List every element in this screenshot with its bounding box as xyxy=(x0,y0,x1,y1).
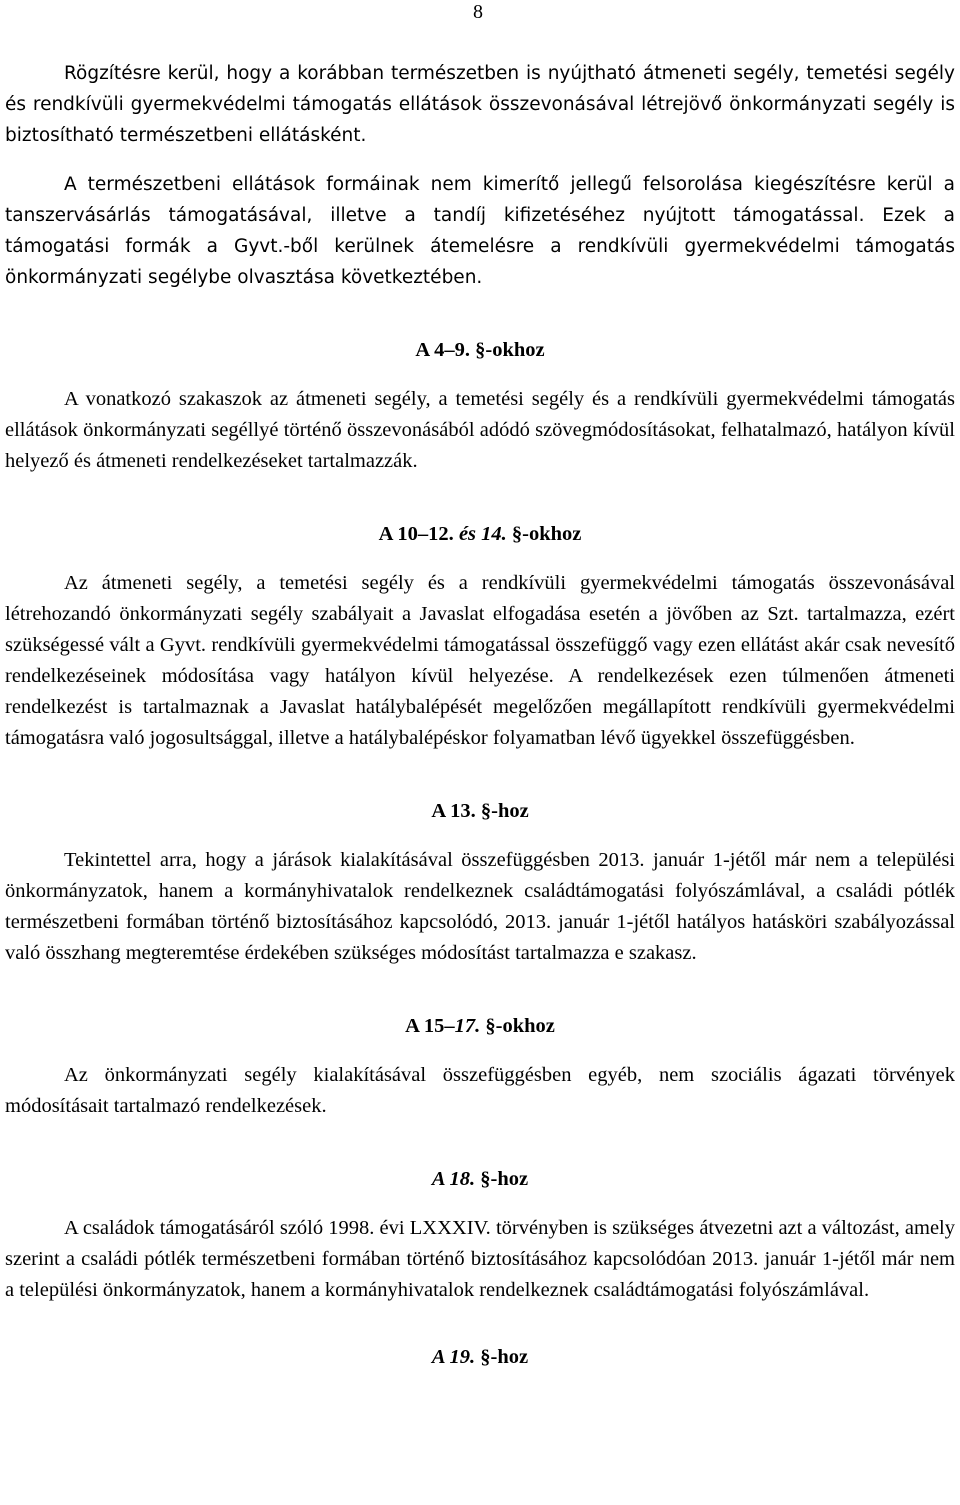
heading-part: §-hoz xyxy=(475,1168,529,1190)
heading-part-italic: A 18. xyxy=(431,1168,476,1190)
heading-part: §-okhoz xyxy=(506,523,582,545)
section-heading-4-9: A 4–9. §-okhoz xyxy=(415,339,545,361)
heading-part: A 10–12. xyxy=(378,523,459,545)
paragraph-section-4-9: A vonatkozó szakaszok az átmeneti segély, a temetési segély és a rendkívüli gyermekvédelmi támogatás ellátások önkormányzati segéllyé történő összevonásából adódó szövegmódosításokat, felhatalmazó, hatályon kívül helyező és átmeneti rendelkezéseket tartalmazzák. xyxy=(5,388,955,472)
paragraph-natural-benefits-forms: A természetbeni ellátások formáinak nem kimerítő jellegű felsorolása kiegészítésre kerül a tanszervásárlás támogatásával, illetve a tandíj kifizetéséhez nyújtott támogatással. Ezek a támogatási formák a Gyvt.-ből kerülnek átemelésre a rendkívüli gyermekvédelmi támogatás önkormányzati segélybe olvasztása következtében. xyxy=(5,174,955,288)
paragraph-section-15-17: Az önkormányzati segély kialakításával összefüggésben egyéb, nem szociális ágazati törvények módosításait tartalmazó rendelkezések. xyxy=(5,1064,955,1117)
section-heading-10-14 xyxy=(5,519,955,550)
paragraph-natural-benefits-note: Rögzítésre kerül, hogy a korábban természetben is nyújtható átmeneti segély, temetési segély és rendkívüli gyermekvédelmi támogatás ellátások összevonásával létrejövő önkormányzati segély is biztosítható természetbeni ellátásként. xyxy=(5,63,955,146)
section-heading-13: A 13. §-hoz xyxy=(431,800,529,822)
paragraph-section-10-14: Az átmeneti segély, a temetési segély és a rendkívüli gyermekvédelmi támogatás összevonásával létrehozandó önkormányzati segély szabályait a Javaslat elfogadása esetén a jövőben az Szt. tartalmazza, ezért szükségessé vált a Gyvt. rendkívüli gyermekvédelmi támogatással összefüggő vagy ezen ellátást akár csak nevesítő rendelkezéseinek módosítása vagy hatályon kívül helyezése. A rendelkezések ezen túlmenően átmeneti rendelkezést is tartalmaznak a Javaslat hatálybalépését megelőzően megállapított rendkívüli gyermekvédelmi támogatásra való jogosultsággal, illetve a hatálybalépéskor folyamatban lévő ügyekkel összefüggésben. xyxy=(5,572,955,749)
heading-part-italic: A 19. xyxy=(431,1346,476,1368)
paragraph-section-13: Tekintettel arra, hogy a járások kialakításával összefüggésben 2013. január 1-jétől már nem a települési önkormányzatok, hanem a kormányhivatalok rendelkeznek családtámogatási folyószámlával, a családi pótlék természetbeni formában történő biztosításához kapcsolódó, 2013. január 1-jétől hatályos hatásköri szabályozással való összhang megteremtése érdekében szükséges módosítást tartalmazza e szakasz. xyxy=(5,849,955,964)
page-number: 8 xyxy=(473,1,483,23)
heading-part: A 15– xyxy=(405,1015,455,1037)
paragraph-section-18: A családok támogatásáról szóló 1998. évi LXXXIV. törvényben is szükséges átvezetni azt a változást, amely szerint a családi pótlék természetbeni formában történő biztosításához kapcsolódóan 2013. január 1-jétől már nem a települési önkormányzatok, hanem a kormányhivatalok rendelkeznek családtámogatási folyószámlával. xyxy=(5,1217,955,1301)
heading-part: §-okhoz xyxy=(480,1015,555,1037)
section-heading-18 xyxy=(5,1164,955,1195)
heading-part-italic: és 14. xyxy=(458,523,507,545)
heading-part: §-hoz xyxy=(475,1346,529,1368)
section-heading-19 xyxy=(5,1342,955,1373)
section-heading-15-17 xyxy=(5,1011,955,1042)
heading-part-italic: 17. xyxy=(454,1015,481,1037)
document-body xyxy=(5,58,955,1373)
